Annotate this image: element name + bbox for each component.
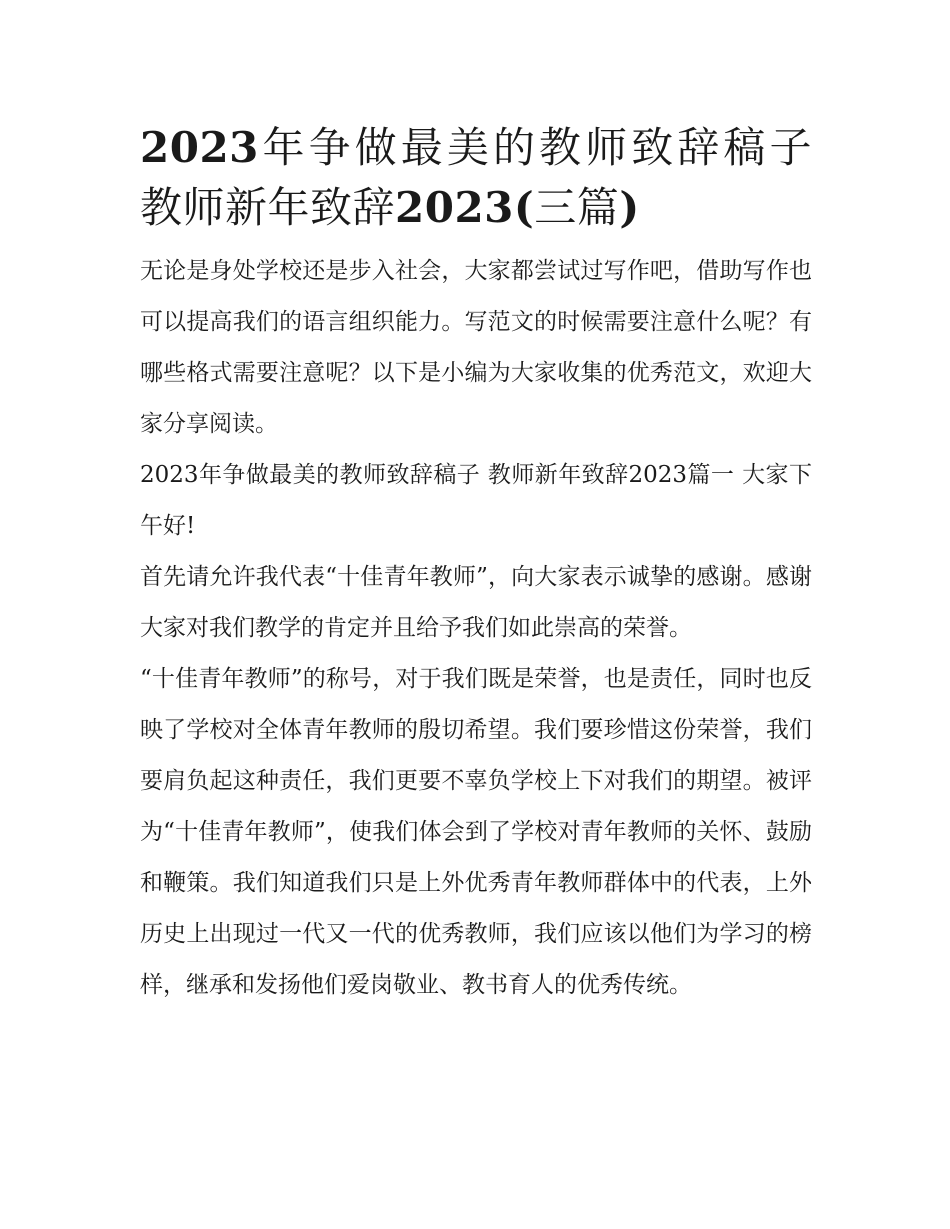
speech-heading-paragraph: 2023年争做最美的教师致辞稿子 教师新年致辞2023篇一 大家下午好! xyxy=(140,462,812,539)
title-spacer xyxy=(140,238,812,246)
document-title: 2023年争做最美的教师致辞稿子 教师新年致辞2023(三篇) xyxy=(140,123,812,232)
document-content xyxy=(140,118,812,1011)
intro-paragraph: 无论是身处学校还是步入社会，大家都尝试过写作吧，借助写作也可以提高我们的语言组织能力。写范文的时候需要注意什么呢？有哪些格式需要注意呢？以下是小编为大家收集的优秀范文，欢迎大家分享阅读。 xyxy=(140,258,812,437)
thanks-paragraph: 首先请允许我代表“十佳青年教师”，向大家表示诚挚的感谢。感谢大家对我们教学的肯定并且给予我们如此崇高的荣誉。 xyxy=(140,564,812,641)
honor-paragraph: “十佳青年教师”的称号，对于我们既是荣誉，也是责任，同时也反映了学校对全体青年教师的殷切希望。我们要珍惜这份荣誉，我们要肩负起这种责任，我们更要不辜负学校上下对我们的期望。被评为“十佳青年教师”，使我们体会到了学校对青年教师的关怀、鼓励和鞭策。我们知道我们只是上外优秀青年教师群体中的代表，上外历史上出现过一代又一代的优秀教师，我们应该以他们为学习的榜样，继承和发扬他们爱岗敬业、教书育人的优秀传统。 xyxy=(140,666,812,998)
